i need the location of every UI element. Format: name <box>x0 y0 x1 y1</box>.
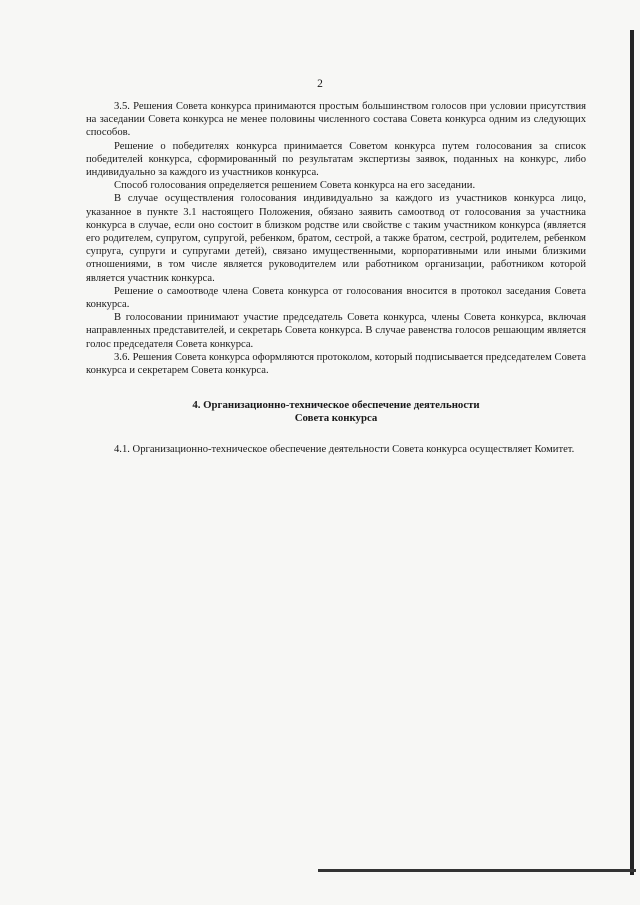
section-heading-line-1: 4. Организационно-техническое обеспечение деятельности <box>192 399 480 412</box>
paragraph-3-6: 3.6. Решения Совета конкурса оформляются протоколом, который подписывается председателем Совета конкурса и секретарем Совета конкурса. <box>86 351 586 377</box>
scan-bottom-line <box>318 869 636 872</box>
page-number: 2 <box>317 78 323 90</box>
paragraph-self-recusal: В случае осуществления голосования индивидуально за каждого из участников конкурса лицо, указанное в пункте 3.1 настоящего Положения, обязано заявить самоотвод от голосования за участника конкурса в случае, если оно состоит в близком родстве или свойстве с таким участником конкурса (является его родителем, супругом, супругой, ребенком, братом, сестрой, а также братом, сестрой, родителем, ребенком супруга, супруги и супругами детей), связано имущественными, корпоративными или иными близкими отношениями, в том числе является руководителем или работником организации, работником которой является участник конкурса. <box>86 193 586 284</box>
paragraph-3-5: 3.5. Решения Совета конкурса принимаются простым большинством голосов при условии присутствия на заседании Совета конкурса не менее половины численного состава Совета конкурса одним из следующих способов. <box>86 101 586 139</box>
section-heading <box>86 399 586 425</box>
paragraph-4-1: 4.1. Организационно-техническое обеспечение деятельности Совета конкурса осуществляет Комитет. <box>114 444 575 456</box>
paragraph-recusal-protocol: Решение о самоотводе члена Совета конкурса от голосования вносится в протокол заседания Совета конкурса. <box>86 285 586 311</box>
paragraph-voting-participants: В голосовании принимают участие председатель Совета конкурса, члены Совета конкурса, включая направленных представителей, и секретарь Совета конкурса. В случае равенства голосов решающим является голос председателя Совета конкурса. <box>86 312 586 350</box>
section-heading-line-2: Совета конкурса <box>294 412 378 425</box>
paragraph-voting-method: Способ голосования определяется решением Совета конкурса на его заседании. <box>114 180 476 192</box>
scan-edge-line <box>630 30 634 875</box>
paragraph-winners-decision: Решение о победителях конкурса принимается Советом конкурса путем голосования за список победителей конкурса, сформированный по результатам экспертизы заявок, поданных на конкурс, либо индивидуально за каждого из участников конкурса. <box>86 140 586 179</box>
document-body <box>86 100 586 456</box>
